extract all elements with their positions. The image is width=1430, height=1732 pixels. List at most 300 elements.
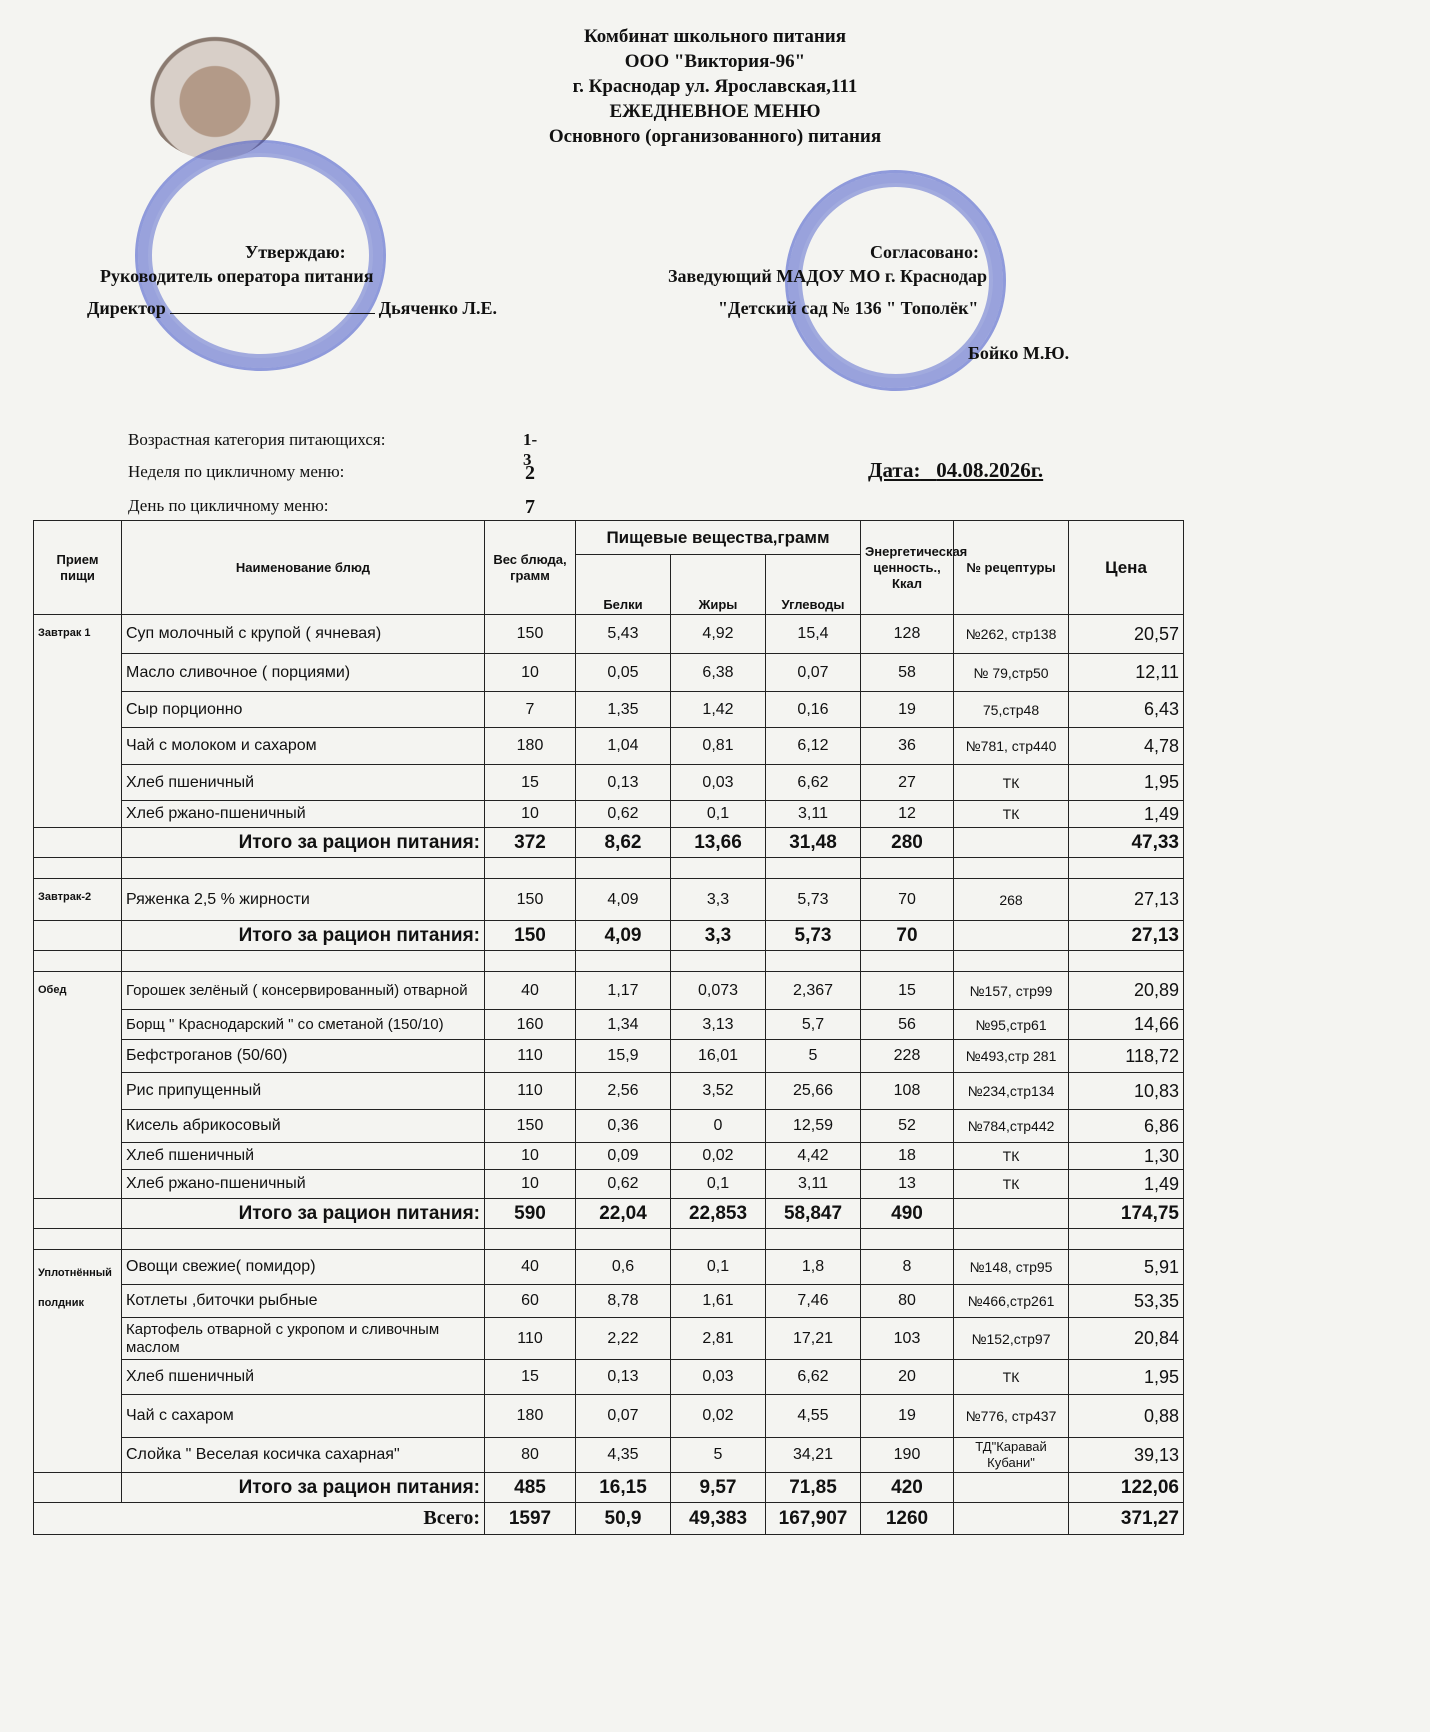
- dish-energy: 12: [861, 801, 954, 828]
- dish-carbs: 0,07: [766, 654, 861, 692]
- empty-cell: [861, 1229, 954, 1250]
- empty-cell: [34, 1229, 122, 1250]
- dish-name: Хлеб пшеничный: [122, 765, 485, 801]
- dish-weight: 110: [485, 1073, 576, 1110]
- total-price: 27,13: [1069, 921, 1184, 951]
- dish-price: 1,49: [1069, 801, 1184, 828]
- dish-weight: 110: [485, 1040, 576, 1073]
- menu-subtitle: Основного (организованного) питания: [548, 126, 882, 147]
- empty-cell: [954, 858, 1069, 879]
- dish-fat: 5: [671, 1438, 766, 1473]
- dish-fat: 0,81: [671, 728, 766, 765]
- dish-fat: 0,02: [671, 1143, 766, 1170]
- total-energy: 490: [861, 1199, 954, 1229]
- dish-weight: 160: [485, 1010, 576, 1040]
- dish-fat: 0,1: [671, 801, 766, 828]
- dish-weight: 10: [485, 1170, 576, 1199]
- dish-name: Чай с сахаром: [122, 1395, 485, 1438]
- empty-cell: [576, 858, 671, 879]
- dish-name: Хлеб пшеничный: [122, 1360, 485, 1395]
- dish-carbs: 1,8: [766, 1250, 861, 1285]
- total-weight: 590: [485, 1199, 576, 1229]
- menu-title: ЕЖЕДНЕВНОЕ МЕНЮ: [609, 101, 821, 122]
- signature-blank: [170, 299, 375, 314]
- total-weight: 150: [485, 921, 576, 951]
- dish-fat: 3,52: [671, 1073, 766, 1110]
- total-carbs: 31,48: [766, 828, 861, 858]
- dish-weight: 150: [485, 615, 576, 654]
- empty-cell: [954, 951, 1069, 972]
- dish-carbs: 25,66: [766, 1073, 861, 1110]
- dish-fat: 0,03: [671, 765, 766, 801]
- dish-price: 53,35: [1069, 1285, 1184, 1318]
- empty-cell: [671, 951, 766, 972]
- dish-price: 1,49: [1069, 1170, 1184, 1199]
- meal-label: Обед: [34, 972, 122, 1199]
- section-total-row: [34, 1199, 1184, 1229]
- dish-fat: 3,13: [671, 1010, 766, 1040]
- dish-fat: 6,38: [671, 654, 766, 692]
- dish-price: 10,83: [1069, 1073, 1184, 1110]
- header-name: Наименование блюд: [122, 521, 485, 615]
- dish-carbs: 6,62: [766, 1360, 861, 1395]
- total-energy: 420: [861, 1473, 954, 1503]
- table-row: [34, 1170, 1184, 1199]
- total-fat: 9,57: [671, 1473, 766, 1503]
- dish-recipe: № 79,стр50: [954, 654, 1069, 692]
- dish-price: 5,91: [1069, 1250, 1184, 1285]
- meal-label: Уплотнённый полдник: [34, 1250, 122, 1473]
- header-energy: Энергетическая ценность., Ккал: [861, 521, 954, 615]
- dish-fat: 2,81: [671, 1318, 766, 1360]
- dish-fat: 1,61: [671, 1285, 766, 1318]
- dish-weight: 150: [485, 1110, 576, 1143]
- table-row: [34, 1143, 1184, 1170]
- dish-price: 20,89: [1069, 972, 1184, 1010]
- dish-fat: 0,073: [671, 972, 766, 1010]
- section-total-row: [34, 828, 1184, 858]
- empty-cell: [1069, 858, 1184, 879]
- total-label: Итого за рацион питания:: [122, 1473, 485, 1503]
- dish-recipe: №157, стр99: [954, 972, 1069, 1010]
- dish-fat: 16,01: [671, 1040, 766, 1073]
- dish-name: Овощи свежие( помидор): [122, 1250, 485, 1285]
- grand-total-fat: 49,383: [671, 1503, 766, 1535]
- dish-price: 14,66: [1069, 1010, 1184, 1040]
- dish-price: 12,11: [1069, 654, 1184, 692]
- dish-carbs: 5,7: [766, 1010, 861, 1040]
- dish-protein: 4,35: [576, 1438, 671, 1473]
- dish-energy: 52: [861, 1110, 954, 1143]
- dish-protein: 2,22: [576, 1318, 671, 1360]
- dish-energy: 70: [861, 879, 954, 921]
- empty-cell: [671, 1229, 766, 1250]
- table-row: [34, 765, 1184, 801]
- dish-recipe: ТК: [954, 1143, 1069, 1170]
- total-fat: 3,3: [671, 921, 766, 951]
- header-protein: Белки: [576, 555, 671, 615]
- dish-name: Суп молочный с крупой ( ячневая): [122, 615, 485, 654]
- empty-cell: [576, 1229, 671, 1250]
- spacer-row: [34, 858, 1184, 879]
- dish-recipe: 268: [954, 879, 1069, 921]
- empty-cell: [485, 951, 576, 972]
- dish-price: 39,13: [1069, 1438, 1184, 1473]
- dish-name: Хлеб пшеничный: [122, 1143, 485, 1170]
- total-fat: 22,853: [671, 1199, 766, 1229]
- dish-weight: 40: [485, 1250, 576, 1285]
- dish-recipe: №781, стр440: [954, 728, 1069, 765]
- dish-weight: 15: [485, 1360, 576, 1395]
- dish-name: Котлеты ,биточки рыбные: [122, 1285, 485, 1318]
- meta-age-value: 1-3: [523, 430, 538, 469]
- empty-cell: [766, 858, 861, 879]
- dish-price: 27,13: [1069, 879, 1184, 921]
- approve-name: Дьяченко Л.Е.: [378, 298, 497, 318]
- dish-price: 1,95: [1069, 1360, 1184, 1395]
- dish-weight: 7: [485, 692, 576, 728]
- dish-price: 0,88: [1069, 1395, 1184, 1438]
- dish-weight: 80: [485, 1438, 576, 1473]
- header-weight: Вес блюда, грамм: [485, 521, 576, 615]
- dish-protein: 5,43: [576, 615, 671, 654]
- dish-fat: 1,42: [671, 692, 766, 728]
- table-row: [34, 1318, 1184, 1360]
- total-protein: 16,15: [576, 1473, 671, 1503]
- dish-protein: 1,04: [576, 728, 671, 765]
- dish-recipe: ТК: [954, 801, 1069, 828]
- table-row: [34, 1438, 1184, 1473]
- total-price: 174,75: [1069, 1199, 1184, 1229]
- dish-recipe: 75,стр48: [954, 692, 1069, 728]
- total-label: Итого за рацион питания:: [122, 1199, 485, 1229]
- dish-protein: 8,78: [576, 1285, 671, 1318]
- section-total-row: [34, 921, 1184, 951]
- total-energy: 70: [861, 921, 954, 951]
- dish-carbs: 2,367: [766, 972, 861, 1010]
- dish-energy: 20: [861, 1360, 954, 1395]
- dish-recipe: №152,стр97: [954, 1318, 1069, 1360]
- dish-price: 20,84: [1069, 1318, 1184, 1360]
- dish-energy: 36: [861, 728, 954, 765]
- empty-cell: [34, 951, 122, 972]
- dish-fat: 3,3: [671, 879, 766, 921]
- empty-cell: [954, 828, 1069, 858]
- total-weight: 372: [485, 828, 576, 858]
- dish-energy: 27: [861, 765, 954, 801]
- dish-recipe: №493,стр 281: [954, 1040, 1069, 1073]
- empty-cell: [954, 1503, 1069, 1535]
- dish-name: Слойка " Веселая косичка сахарная": [122, 1438, 485, 1473]
- dish-price: 1,30: [1069, 1143, 1184, 1170]
- table-row: [34, 1040, 1184, 1073]
- menu-table: [33, 520, 1184, 1535]
- table-row: [34, 1285, 1184, 1318]
- empty-cell: [485, 1229, 576, 1250]
- dish-protein: 0,13: [576, 765, 671, 801]
- dish-energy: 58: [861, 654, 954, 692]
- approve-label: Утверждаю:: [245, 242, 346, 262]
- org-name: Комбинат школьного питания: [583, 26, 847, 47]
- dish-protein: 1,35: [576, 692, 671, 728]
- grand-total-price: 371,27: [1069, 1503, 1184, 1535]
- total-carbs: 71,85: [766, 1473, 861, 1503]
- dish-energy: 19: [861, 1395, 954, 1438]
- dish-protein: 4,09: [576, 879, 671, 921]
- menu-date: [868, 458, 1043, 483]
- date-label: Дата:: [868, 458, 921, 482]
- grand-total-energy: 1260: [861, 1503, 954, 1535]
- dish-name: Борщ " Краснодарский " со сметаной (150/10): [122, 1010, 485, 1040]
- empty-cell: [34, 1473, 122, 1503]
- header-meal: Прием пищи: [34, 521, 122, 615]
- agree-name: Бойко М.Ю.: [968, 343, 1070, 363]
- dish-recipe: №784,стр442: [954, 1110, 1069, 1143]
- dish-name: Хлеб ржано-пшеничный: [122, 1170, 485, 1199]
- dish-protein: 1,17: [576, 972, 671, 1010]
- dish-name: Чай с молоком и сахаром: [122, 728, 485, 765]
- dish-energy: 228: [861, 1040, 954, 1073]
- empty-cell: [671, 858, 766, 879]
- dish-weight: 60: [485, 1285, 576, 1318]
- total-energy: 280: [861, 828, 954, 858]
- table-row: [34, 1073, 1184, 1110]
- header-recipe: № рецептуры: [954, 521, 1069, 615]
- dish-protein: 0,62: [576, 1170, 671, 1199]
- empty-cell: [861, 951, 954, 972]
- header-fat: Жиры: [671, 555, 766, 615]
- total-carbs: 58,847: [766, 1199, 861, 1229]
- meta-age: [128, 430, 538, 469]
- table-row: [34, 1110, 1184, 1143]
- grand-total-carbs: 167,907: [766, 1503, 861, 1535]
- empty-cell: [34, 828, 122, 858]
- dish-carbs: 5,73: [766, 879, 861, 921]
- dish-energy: 103: [861, 1318, 954, 1360]
- meta-week-label: Неделя по цикличному меню:: [128, 462, 345, 481]
- dish-protein: 0,6: [576, 1250, 671, 1285]
- dish-protein: 0,62: [576, 801, 671, 828]
- dish-protein: 0,36: [576, 1110, 671, 1143]
- dish-protein: 0,13: [576, 1360, 671, 1395]
- dish-energy: 56: [861, 1010, 954, 1040]
- section-total-row: [34, 1473, 1184, 1503]
- header-price: Цена: [1069, 521, 1184, 615]
- dish-weight: 10: [485, 801, 576, 828]
- dish-carbs: 17,21: [766, 1318, 861, 1360]
- empty-cell: [122, 951, 485, 972]
- empty-cell: [954, 921, 1069, 951]
- empty-cell: [766, 951, 861, 972]
- dish-recipe: ТК: [954, 1170, 1069, 1199]
- grand-total-row: [34, 1503, 1184, 1535]
- dish-carbs: 5: [766, 1040, 861, 1073]
- dish-price: 1,95: [1069, 765, 1184, 801]
- table-row: [34, 1010, 1184, 1040]
- dish-carbs: 3,11: [766, 801, 861, 828]
- dish-weight: 180: [485, 728, 576, 765]
- dish-energy: 13: [861, 1170, 954, 1199]
- empty-cell: [122, 858, 485, 879]
- dish-weight: 10: [485, 1143, 576, 1170]
- dish-carbs: 34,21: [766, 1438, 861, 1473]
- dish-name: Бефстроганов (50/60): [122, 1040, 485, 1073]
- empty-cell: [1069, 1229, 1184, 1250]
- total-price: 47,33: [1069, 828, 1184, 858]
- grand-total-weight: 1597: [485, 1503, 576, 1535]
- dish-recipe: №776, стр437: [954, 1395, 1069, 1438]
- dish-name: Картофель отварной с укропом и сливочным маслом: [122, 1318, 485, 1360]
- dish-name: Сыр порционно: [122, 692, 485, 728]
- total-label: Итого за рацион питания:: [122, 921, 485, 951]
- dish-energy: 15: [861, 972, 954, 1010]
- dish-energy: 19: [861, 692, 954, 728]
- empty-cell: [485, 858, 576, 879]
- dish-protein: 2,56: [576, 1073, 671, 1110]
- table-row: [34, 692, 1184, 728]
- meta-week: [128, 462, 535, 484]
- dish-recipe: ТК: [954, 765, 1069, 801]
- empty-cell: [122, 1229, 485, 1250]
- table-row: [34, 615, 1184, 654]
- agree-label: Согласовано:: [870, 242, 979, 262]
- grand-total-protein: 50,9: [576, 1503, 671, 1535]
- dish-price: 20,57: [1069, 615, 1184, 654]
- dish-protein: 15,9: [576, 1040, 671, 1073]
- dish-carbs: 3,11: [766, 1170, 861, 1199]
- dish-name: Ряженка 2,5 % жирности: [122, 879, 485, 921]
- dish-energy: 80: [861, 1285, 954, 1318]
- table-row: [34, 879, 1184, 921]
- table-row: [34, 801, 1184, 828]
- grand-total-label: Всего:: [34, 1503, 485, 1535]
- dish-carbs: 0,16: [766, 692, 861, 728]
- dish-price: 6,86: [1069, 1110, 1184, 1143]
- dish-energy: 8: [861, 1250, 954, 1285]
- dish-name: Горошек зелёный ( консервированный) отварной: [122, 972, 485, 1010]
- dish-carbs: 12,59: [766, 1110, 861, 1143]
- table-row: [34, 1250, 1184, 1285]
- meta-day-label: День по цикличному меню:: [128, 496, 329, 515]
- meta-day-value: 7: [525, 496, 535, 518]
- spacer-row: [34, 1229, 1184, 1250]
- total-protein: 22,04: [576, 1199, 671, 1229]
- approve-signature-line: [87, 296, 497, 320]
- empty-cell: [954, 1229, 1069, 1250]
- dish-weight: 10: [485, 654, 576, 692]
- dish-recipe: №262, стр138: [954, 615, 1069, 654]
- dish-recipe: №234,стр134: [954, 1073, 1069, 1110]
- total-protein: 4,09: [576, 921, 671, 951]
- total-fat: 13,66: [671, 828, 766, 858]
- agree-role: Заведующий МАДОУ МО г. Краснодар: [668, 266, 987, 286]
- dish-recipe: ТД"Каравай Кубани": [954, 1438, 1069, 1473]
- meta-age-label: Возрастная категория питающихся:: [128, 430, 386, 449]
- dish-weight: 15: [485, 765, 576, 801]
- dish-recipe: №95,стр61: [954, 1010, 1069, 1040]
- company-name: ООО "Виктория-96": [624, 51, 806, 72]
- dish-weight: 180: [485, 1395, 576, 1438]
- table-row: [34, 1395, 1184, 1438]
- dish-energy: 128: [861, 615, 954, 654]
- approve-director: Директор: [87, 298, 166, 318]
- table-row: [34, 654, 1184, 692]
- dish-energy: 18: [861, 1143, 954, 1170]
- dish-weight: 150: [485, 879, 576, 921]
- dish-price: 118,72: [1069, 1040, 1184, 1073]
- dish-price: 6,43: [1069, 692, 1184, 728]
- dish-recipe: №466,стр261: [954, 1285, 1069, 1318]
- meta-week-value: 2: [525, 462, 535, 484]
- menu-body: [34, 615, 1184, 1535]
- empty-cell: [954, 1473, 1069, 1503]
- total-protein: 8,62: [576, 828, 671, 858]
- dish-name: Рис припущенный: [122, 1073, 485, 1110]
- dish-fat: 4,92: [671, 615, 766, 654]
- dish-protein: 1,34: [576, 1010, 671, 1040]
- empty-cell: [34, 858, 122, 879]
- dish-weight: 40: [485, 972, 576, 1010]
- dish-recipe: ТК: [954, 1360, 1069, 1395]
- dish-fat: 0,1: [671, 1250, 766, 1285]
- dish-carbs: 6,62: [766, 765, 861, 801]
- header-carbs: Углеводы: [766, 555, 861, 615]
- dish-carbs: 7,46: [766, 1285, 861, 1318]
- company-address: г. Краснодар ул. Ярославская,111: [572, 76, 858, 97]
- dish-energy: 190: [861, 1438, 954, 1473]
- dish-energy: 108: [861, 1073, 954, 1110]
- empty-cell: [766, 1229, 861, 1250]
- dish-recipe: №148, стр95: [954, 1250, 1069, 1285]
- empty-cell: [954, 1199, 1069, 1229]
- dish-name: Хлеб ржано-пшеничный: [122, 801, 485, 828]
- total-carbs: 5,73: [766, 921, 861, 951]
- meal-label: Завтрак 1: [34, 615, 122, 828]
- dish-name: Кисель абрикосовый: [122, 1110, 485, 1143]
- dish-protein: 0,07: [576, 1395, 671, 1438]
- empty-cell: [861, 858, 954, 879]
- dish-carbs: 6,12: [766, 728, 861, 765]
- table-row: [34, 1360, 1184, 1395]
- meta-day: [128, 496, 535, 518]
- date-value: 04.08.2026г.: [936, 458, 1044, 482]
- dish-protein: 0,05: [576, 654, 671, 692]
- agree-org: "Детский сад № 136 " Тополёк": [718, 298, 979, 318]
- total-weight: 485: [485, 1473, 576, 1503]
- dish-weight: 110: [485, 1318, 576, 1360]
- meal-label: Завтрак-2: [34, 879, 122, 921]
- empty-cell: [576, 951, 671, 972]
- table-row: [34, 972, 1184, 1010]
- total-price: 122,06: [1069, 1473, 1184, 1503]
- dish-fat: 0,1: [671, 1170, 766, 1199]
- dish-carbs: 4,42: [766, 1143, 861, 1170]
- total-label: Итого за рацион питания:: [122, 828, 485, 858]
- dish-protein: 0,09: [576, 1143, 671, 1170]
- dish-fat: 0,03: [671, 1360, 766, 1395]
- table-row: [34, 728, 1184, 765]
- spacer-row: [34, 951, 1184, 972]
- dish-fat: 0,02: [671, 1395, 766, 1438]
- dish-carbs: 15,4: [766, 615, 861, 654]
- header-nutrients: Пищевые вещества,грамм: [576, 521, 861, 555]
- empty-cell: [1069, 951, 1184, 972]
- dish-fat: 0: [671, 1110, 766, 1143]
- empty-cell: [34, 921, 122, 951]
- dish-name: Масло сливочное ( порциями): [122, 654, 485, 692]
- dish-carbs: 4,55: [766, 1395, 861, 1438]
- dish-price: 4,78: [1069, 728, 1184, 765]
